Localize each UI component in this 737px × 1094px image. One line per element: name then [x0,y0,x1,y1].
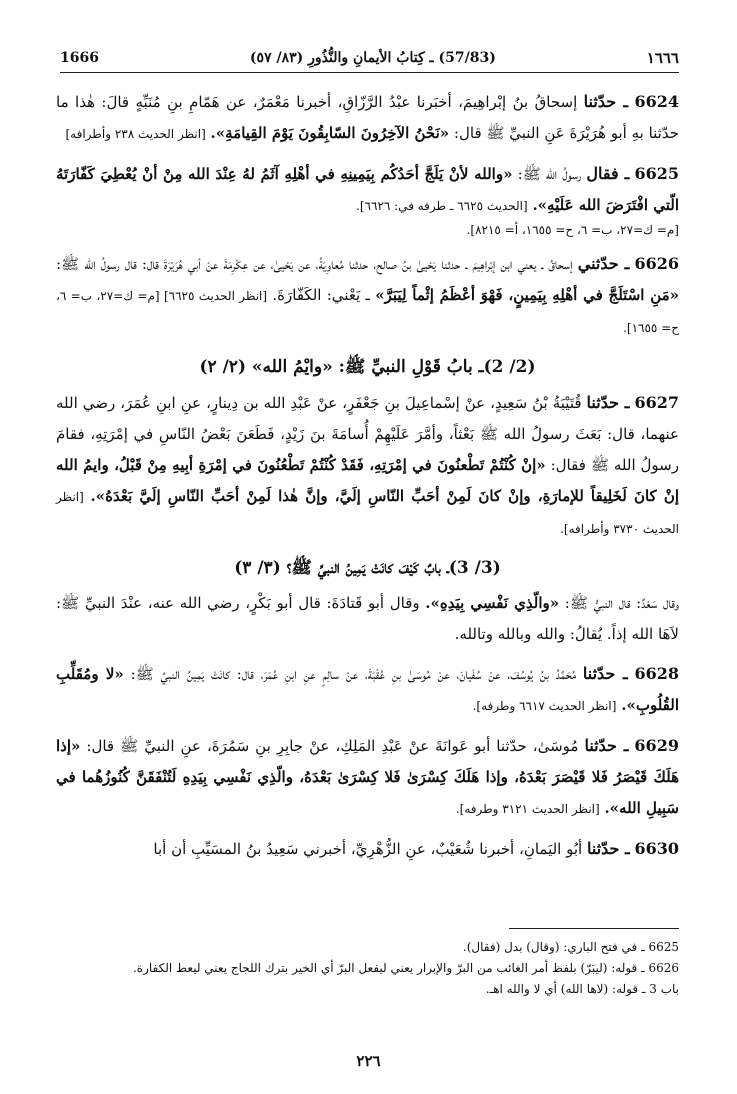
cross-reference: [انظر الحديث ٢٣٨ وأطرافه] [65,127,206,141]
hadith-number: 6629 [634,736,679,755]
footnote-text: باب 3 ـ قوله: (لاها الله) أي لا والله اهـ. [485,982,679,996]
running-title: (57/83) ـ كِتابُ الأيمانِ والنُّذُورِ (٨٣/ ٥٧) [249,50,496,66]
hadith-number: 6628 [634,664,679,683]
hadith-number: 6624 [634,92,679,111]
cross-reference: [الحديث ٦٦٢٥ ـ طرفه في: ٦٦٢٦]. [356,199,528,213]
cross-reference-muslim: [م= ك=٢٧، ب= ٦، ح= ١٦٥٥، أ= ٨٢١٥]. [466,223,679,237]
cross-reference: [انظر الحديث ٣٧٣٠ وأطرافه]. [56,490,679,536]
footnote-number: 6625 [648,940,679,954]
footnote-6625 [56,937,679,958]
hadith-6624 [56,86,679,150]
hadith-6626 [56,248,679,344]
intro-text-continued: وقال أبو قَتادَةَ: قال أبو بَكْرٍ، رضي الله عنه، عنْدَ النبيِّ ﷺ: لاَهَا الله إذاً. يُقالُ: والله وبالله وتالله. [56,594,679,643]
page-number-arabic: ١٦٦٦ [646,49,679,67]
footnote-6626 [56,958,679,979]
hadith-keyword: ـ حدّثنا [583,92,629,111]
cross-reference: [انظر الحديث ٣١٢١ وطرفه]. [455,802,600,816]
page-number-latin: 1666 [60,50,99,66]
hadith-keyword: ـ حدّثنا [584,736,629,755]
isnad-text: مُحَمَّدُ بنُ يُوسُفَ، عنْ سُفْيانَ، عنْ مُوسَىٰ بنِ عُقْبَةَ، عنْ سالِمٍ عنِ ابنِ عُمَرَ، قال: كانَتْ يَمِينُ النبيِّ ﷺ: [130,665,577,683]
footnote-divider [509,928,679,929]
page-footer-number: ٢٢٦ [356,1052,381,1070]
chapter-3-intro [56,588,679,650]
chapter-heading-3: (3/ 3)ـ بابٌ كَيْفَ كانَتْ يَمِينُ النبيِّ ﷺ؟ (٣/ ٣) [234,558,501,578]
chapter-heading-2: (2/ 2)ـ بابُ قَوْلِ النبيِّ ﷺ: «وايْمُ الله» (٢/ ٢) [199,357,536,377]
explanation-text: ـ يَعْني: الكَفّارَةَ. [272,286,370,304]
hadith-keyword: ـ حدّثنا [586,839,630,858]
hadith-keyword: ـ فقال [586,164,630,183]
footnote-bab-3 [56,979,679,1000]
hadith-number: 6627 [634,393,679,412]
hadith-number: 6630 [634,839,679,858]
hadith-6630 [56,833,679,865]
matn-text: «مَنِ اسْتَلَجَّ في أهْلِهِ بِيَمِينٍ، فَهْوَ أعْظَمُ إثْماً لِيَبَرَّ» [375,286,680,304]
footnotes [56,928,679,1000]
cross-reference: [انظر الحديث ٦٦١٧ وطرفه]. [472,699,617,713]
matn-text: «إذا هَلَكَ قَيْصَرُ فَلا قَيْصَرَ بَعْدَهُ، وإذا هَلَكَ كِسْرَىٰ فَلا كِسْرَىٰ بَعْدَهُ، والّذِي نَفْسِي بِيَدِهِ لَتُنْفَقَنَّ كُنُوزُهُما في سَبِيلِ الله». [56,737,679,817]
isnad-text: إسحاقُ ـ يعني ابن إبْراهِيمَ ـ حدثنا يَحْيىٰ بنُ صالح، حدثنا مُعاوِيَةُ، عن يَحْيىٰ، عن عِكْرِمَةَ عنْ أبي هُرَيْرَةَ قال: قال رسولُ الله ﷺ: [56,255,573,273]
isnad-text: أبُو اليَمانِ، أخبرنا شُعَيْبٌ، عنِ الزُّهْرِيِّ، أخبرني سَعِيدُ بنُ المسَيِّبِ أن أبا [153,840,583,858]
main-text [56,86,679,873]
cross-reference: [انظر الحديث ٦٦٢٥] [م= ك=٢٧، ب= ٦، ح= ١٦٥٥]. [56,289,679,335]
isnad-text: قُتَيْبَةُ بْنُ سَعِيدٍ، عنْ إسْماعِيلَ بنِ جَعْفَرٍ، عنْ عَبْدِ الله بن دِينارٍ، عنِ ابنِ عُمَرَ، رضي الله عنهما، قال: بَعَثَ رسولُ الله ﷺ بَعْثاً، وأمَّرَ عَلَيْهِمْ أُسامَةَ بنَ زَيْدٍ، فَطَعَنَ بَعْضُ النّاسِ في إمْرَتِهِ، فقامَ رسولُ الله ﷺ فقال: [56,394,679,474]
hadith-6629 [56,730,679,825]
isnad-text: رسولُ الله ﷺ: [517,165,582,183]
matn-text: «نَحْنُ الآخِرُونَ السّابِقُونَ يَوْمَ القِيامَةِ». [210,124,450,142]
matn-text: «والّذِي نَفْسِي بِيَدِهِ». [425,594,560,612]
hadith-number: 6625 [634,164,679,183]
hadith-6628 [56,658,679,722]
footnote-number: 6626 [648,961,679,975]
isnad-text: مُوسَىٰ، حدّثنا أبو عَوانَةَ عنْ عَبْدِ المَلِكِ، عنْ جابِرِ بنِ سَمُرَةَ، عنِ النبيِّ ﷺ قال: [86,737,579,755]
footnote-text: ـ قوله: (ليبَرّ) بلفظ أمر الغائب من البرّ والإبرار يعني ليفعل البرّ أي الخير بترك اللجاج يعني ليعط الكفارة. [132,961,645,975]
hadith-keyword: ـ حدّثني [577,254,630,273]
intro-text: وقال سَعْدٌ: قال النبيُّ ﷺ: [564,594,679,612]
hadith-keyword: ـ حدّثنا [582,664,628,683]
matn-text: «والله لأنْ يَلَجَّ أحَدُكُم بِيَمِينِهِ في أهْلِهِ آثَمُ لهُ عِنْدَ الله مِنْ أنْ يُعْطِيَ كَفّارَتَهُ الّتي افْتَرَضَ الله عَلَيْهِ». [56,165,679,214]
matn-text: «لا ومُقَلِّبِ القُلُوبِ». [56,665,679,714]
isnad-text: إسحاقُ بنُ إبْراهِيمَ، أخبَرنا عبْدُ الرَّزّاقِ، أخبرنا مَعْمَرٌ، عن هَمّامِ بنِ مُنَبِّهٍ قالَ: هٰذا ما حدّثنا بهِ أبو هُرَيْرَةَ عَنِ النبيِّ ﷺ قال: [56,93,679,142]
running-header [60,44,679,73]
footnote-text: ـ في فتح الباري: (وقال) بدل (فقال). [462,940,645,954]
hadith-keyword: ـ حدّثنا [586,393,630,412]
hadith-6625 [56,158,679,222]
hadith-6627 [56,387,679,545]
matn-text: «إنْ كُنْتُمْ تَطْعنُونَ في إمْرَتِهِ، فَقَدْ كُنْتُمْ تَطْعُنُونَ في إمْرَةِ أبِيهِ مِنْ قَبْلُ، وايمُ الله إنْ كانَ لَخَلِيقاً للإمارَةِ، وإنْ كانَ لَمِنْ أحَبِّ النّاسِ إلَيَّ، وإنَّ هٰذا لَمِنْ أحَبِّ النّاسِ إلَيَّ بَعْدَهُ». [56,456,679,505]
hadith-number: 6626 [634,254,679,273]
